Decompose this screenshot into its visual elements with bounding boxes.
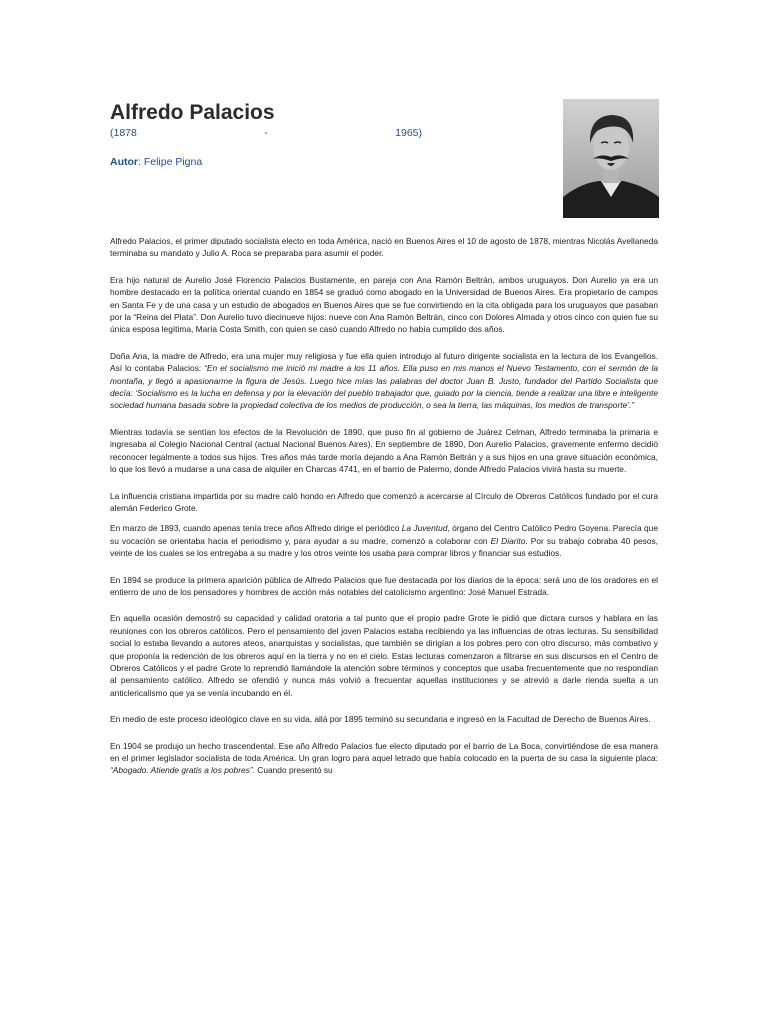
page-title: Alfredo Palacios bbox=[110, 101, 275, 124]
paragraph-text: Era hijo natural de Aurelio José Florencio Palacios Bustamente, en pareja con Ana Ramón Beltrán, ambos uruguayos. Don Aurelio ya era un hombre destacado en la política oriental cuando en 1854 se graduó como abogado en la Universidad de Buenos Aires. Era propietario de campos en Santa Fe y de una casa y un estudio de abogados en Buenos Aires que se fue convirtiendo en la cita obligada para los uruguayos que pasaban por la “Reina del Plata”. Don Aurelio tuvo diecinueve hijos: nueve con Ana Ramón Beltrán, cinco con Dolores Almada y otros cinco con quien fue su única esposa legítima, María Costa Smith, con quien se casó cuando Alfredo no había cumplido dos años. bbox=[110, 274, 658, 335]
body-paragraph bbox=[110, 740, 658, 777]
paragraph-text: Alfredo Palacios, el primer diputado socialista electo en toda América, nació en Buenos Aires el 10 de agosto de 1878, mientras Nicolás Avellaneda terminaba su mandato y Julio A. Roca se preparaba para asumir el poder. bbox=[110, 236, 658, 259]
body-paragraph bbox=[110, 574, 658, 599]
paragraph-text: En 1894 se produce la primera aparición pública de Alfredo Palacios que fue destacada por los diarios de la época: será uno de los oradores en el entierro de uno de los pensadores y hombres de acción más notables del catolicismo argentino: José Manuel Estrada. bbox=[110, 574, 658, 597]
paragraph-text: Doña Ana, la madre de Alfredo, era una mujer muy religiosa y fue ella quien introdujo al futuro dirigente socialista en la lectura de los Evangelios. Así lo contaba Palacios: bbox=[110, 350, 658, 374]
paragraph-text: En 1904 se produjo un hecho trascendental. Ese año Alfredo Palacios fue electo diputado por el barrio de La Boca, convirtiéndose de esa manera en el primer legislador socialista de toda América. Un gran logro para aquel letrado que había colocado en la puerta de su casa la siguiente placa: bbox=[110, 740, 658, 763]
author-label: Autor bbox=[110, 156, 138, 168]
italic-text: La Juventud bbox=[401, 523, 448, 534]
portrait-photo bbox=[563, 99, 659, 218]
paragraph-text: La influencia cristiana impartida por su madre caló hondo en Alfredo que comenzó a acercarse al Círculo de Obreros Católicos fundado por el cura alemán Federico Grote. bbox=[110, 490, 658, 513]
body-paragraph bbox=[110, 713, 658, 725]
paragraph-text: En marzo de 1893, cuando apenas tenía trece años Alfredo dirige el periódico bbox=[110, 523, 402, 534]
body-paragraph bbox=[110, 612, 658, 699]
article-body bbox=[110, 235, 658, 791]
body-paragraph bbox=[110, 350, 658, 412]
body-paragraph bbox=[110, 490, 658, 515]
author-name: : Felipe Pigna bbox=[138, 156, 203, 168]
body-paragraph bbox=[110, 274, 658, 336]
paragraph-text: Mientras todavía se sentían los efectos de la Revolución de 1890, que puso fin al gobierno de Juárez Celman, Alfredo terminaba la primaria e ingresaba al Colegio Nacional Central (actual Nacional Buenos Aires). En septiembre de 1890, Don Aurelio Palacios, gravemente enfermo decidió reconocer legalmente a todos sus hijos. Tres años más tarde moría dejando a Ana Ramón Beltrán y a sus hijos en una grave situación económica, lo que los llevó a mudarse a una casa de alquiler en Charcas 4741, en el barrio de Palermo, donde Alfredo Palacios vivirá hasta su muerte. bbox=[110, 426, 658, 475]
death-year: 1965) bbox=[395, 127, 422, 139]
paragraph-text: En aquella ocasión demostró su capacidad y calidad oratoria a tal punto que el propio padre Grote le pidió que dictara cursos y hablara en las reuniones con los obreros católicos. Pero el pensamiento del joven Palacios estaba recibiendo ya las influencias de otras lecturas. Su sensibilidad social lo estaba llevando a autores ateos, anarquistas y socialistas, que también se dirigían a los pobres pero con otro discurso, más combativo y que proponía la redención de los obreros aquí en la tierra y no en el cielo. Estas lecturas comenzaron a filtrarse en sus discursos en el Centro de Obreros Católicos y el padre Grote lo reprendió llamándole la atención sobre términos y conceptos que usaba frecuentemente que no respondían al pensamiento católico. Alfredo se ofendió y nunca más volvió a frecuentar aquellas instituciones y se atrevió a darle rienda suelta a un anticlericalismo que ya se venía incubando en él. bbox=[110, 613, 658, 698]
birth-year: (1878 bbox=[110, 127, 137, 139]
body-paragraph bbox=[110, 522, 658, 559]
paragraph-text: En medio de este proceso ideológico clave en su vida, allá por 1895 terminó su secundaria e ingresó en la Facultad de Derecho de Buenos Aires. bbox=[110, 714, 651, 725]
dates-dash: - bbox=[264, 127, 268, 139]
paragraph-text: , órgano del Centro Católico Pedro Goyena. Parecía que su vocación se orientaba hacia el periodismo y, para ayudar a su madre, comenzó a colaborar con bbox=[110, 523, 658, 546]
life-dates bbox=[110, 127, 422, 139]
italic-text: El Diarito bbox=[490, 535, 526, 546]
body-paragraph bbox=[110, 426, 658, 476]
italic-text: “Abogado. Atiende gratis a los pobres” bbox=[110, 765, 253, 776]
paragraph-text: . Por su trabajo cobraba 40 pesos, veinte de los cuales se los entregaba a su madre y los otros veinte los usaba para comprar libros y financiar sus estudios. bbox=[110, 535, 658, 559]
body-paragraph bbox=[110, 235, 658, 260]
italic-text: “En el socialismo me inició mi madre a los 11 años. Ella puso en mis manos el Nuevo Testamento, con el sermón de la montaña, y llegó a apasionarme la figura de Jesús. Luego hice mías las palabras del doctor Juan B. Justo, fundador del Partido Socialista que decía: ‘Socialismo es la lucha en defensa y por la elevación del pueblo trabajador que, guiado por la ciencia, tiende a realizar una libre e inteligente sociedad humana basada sobre la propiedad colectiva de los medios de producción, o sea la tierra, las máquinas, los medios de transporte’.” bbox=[110, 363, 658, 411]
author-line bbox=[110, 156, 202, 168]
paragraph-text: . Cuando presentó su bbox=[252, 765, 333, 776]
